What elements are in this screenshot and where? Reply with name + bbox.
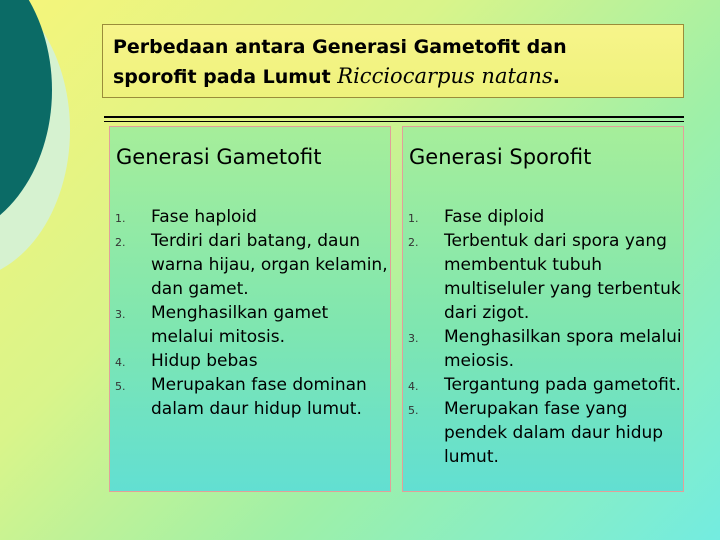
item-number: 3. — [408, 332, 419, 345]
title-line-1: Perbedaan antara Generasi Gametofit dan — [113, 36, 567, 58]
title-line-2-suffix: . — [552, 66, 560, 88]
list-item — [403, 205, 683, 229]
item-text: Tergantung pada gametofit. — [444, 375, 681, 395]
item-number: 2. — [408, 236, 419, 249]
item-number: 3. — [115, 308, 126, 321]
item-text: Menghasilkan gamet melalui mitosis. — [151, 303, 329, 347]
item-text: Terbentuk dari spora yang membentuk tubuh multiseluler yang terbentuk dari zigot. — [444, 231, 681, 323]
item-text: Hidup bebas — [151, 351, 258, 371]
sporofit-heading: Generasi Sporofit — [409, 145, 592, 169]
list-item — [403, 373, 683, 397]
item-text: Fase diploid — [444, 207, 545, 227]
divider-line-thin — [104, 121, 684, 122]
gametofit-list — [110, 205, 390, 421]
item-text: Menghasilkan spora melalui meiosis. — [444, 327, 682, 371]
item-number: 1. — [408, 212, 419, 225]
list-item — [110, 205, 390, 229]
title-line-2 — [113, 62, 673, 92]
item-number: 5. — [115, 380, 126, 393]
slide-title — [102, 24, 684, 98]
divider-line-thick — [104, 116, 684, 118]
title-line-2-prefix: sporofit pada Lumut — [113, 66, 338, 88]
sporofit-list — [403, 205, 683, 469]
list-item — [110, 349, 390, 373]
item-number: 5. — [408, 404, 419, 417]
item-text: Terdiri dari batang, daun warna hijau, organ kelamin, dan gamet. — [151, 231, 388, 299]
gametofit-column — [109, 126, 391, 492]
list-item — [110, 229, 390, 301]
item-text: Merupakan fase dominan dalam daur hidup lumut. — [151, 375, 367, 419]
list-item — [403, 229, 683, 325]
item-number: 2. — [115, 236, 126, 249]
list-item — [110, 373, 390, 421]
gametofit-heading: Generasi Gametofit — [116, 145, 322, 169]
item-number: 4. — [408, 380, 419, 393]
list-item — [110, 301, 390, 349]
sporofit-column — [402, 126, 684, 492]
item-text: Fase haploid — [151, 207, 257, 227]
item-number: 4. — [115, 356, 126, 369]
species-name: Ricciocarpus natans — [337, 64, 553, 88]
item-number: 1. — [115, 212, 126, 225]
list-item — [403, 397, 683, 469]
list-item — [403, 325, 683, 373]
item-text: Merupakan fase yang pendek dalam daur hidup lumut. — [444, 399, 664, 467]
